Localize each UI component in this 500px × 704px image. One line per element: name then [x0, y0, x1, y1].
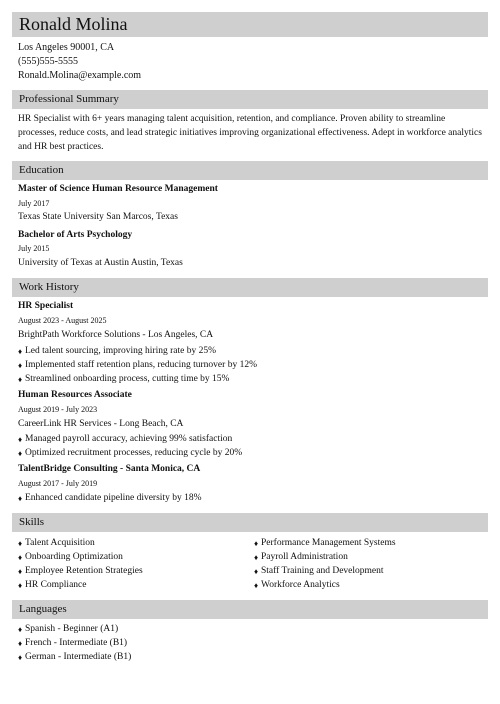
candidate-name: Ronald Molina: [19, 14, 128, 34]
languages-section-bar: [12, 600, 488, 619]
bullet-icon: ♦: [18, 625, 23, 634]
job-title: HR Specialist: [18, 301, 74, 311]
bullet-icon: ♦: [254, 581, 259, 590]
education-section-bar: [12, 161, 488, 180]
bullet-icon: ♦: [18, 639, 23, 648]
skills-section-bar: [12, 513, 488, 532]
work-heading: Work History: [19, 281, 79, 293]
bullet-icon: ♦: [18, 435, 23, 444]
education-degree: Bachelor of Arts Psychology: [18, 230, 133, 240]
summary-text: HR Specialist with 6+ years managing talent acquisition, retention, and compliance. Proven ability to streamline processes, reduce costs, and lead strategic initiatives improving organizational effectiveness. Adept in workforce analytics and HR best practices.: [18, 114, 482, 152]
bullet-icon: ♦: [18, 375, 23, 384]
bullet-icon: ♦: [18, 449, 23, 458]
job-dates: August 2023 - August 2025: [18, 316, 107, 325]
job-dates: August 2017 - July 2019: [18, 479, 98, 488]
education-date: July 2015: [18, 244, 50, 253]
bullet-icon: ♦: [254, 539, 259, 548]
education-school: Texas State University San Marcos, Texas: [18, 212, 178, 222]
bullet-icon: ♦: [254, 553, 259, 562]
bullet-icon: ♦: [254, 567, 259, 576]
bullet-icon: ♦: [18, 653, 23, 662]
resume-page: Ronald Molina Los Angeles 90001, CA (555)555-5555 Ronald.Molina@example.com Professional Summary HR Specialist with 6+ years managing talent acquisition, retention, and compliance. Proven ability to streamline processes, reduce costs, and lead strategic initiatives improving organizational effectiveness. Adept in workforce analytics and HR best practices. Education Master of Science Human Resource Management July 2017 Texas State University San Marcos, Texas Bachelor of Arts Psychology July 2015 University of Texas at Austin Austin, Texas Work History HR Specialist August 2023 - August 2025 BrightPath Workforce Solutions - Los Angeles, CA ♦ Led talent sourcing, improving hiring rate by 25% ♦ Implemented staff retention plans, reducing turnover by 12% ♦ Streamlined onboarding process, cutting time by 15% Human Resources Associate August 2019 - July 2023 CareerLink HR Services - Long Beach, CA ♦ Managed payroll accuracy, achieving 99% satisfaction ♦ Optimized recruitment processes, reducing cycle by 20% TalentBridge Consulting - Santa Monica, CA August 2017 - July 2019 ♦ Enhanced candidate pipeline diversity by 18% Skills ♦ Talent Acquisition ♦ Onboarding Optimization ♦ Employee Retention Strategies ♦ HR Compliance ♦ Performance Management Systems ♦ Payroll Administration ♦ Staff Training and Development ♦ Workforce Analytics Languages ♦ Spanish - Beginner (A1) ♦ French - Intermediate (B1) ♦ German - Intermediate (B1): [0, 0, 500, 704]
bullet-icon: ♦: [18, 581, 23, 590]
contact-address: Los Angeles 90001, CA: [18, 42, 115, 53]
job-company: CareerLink HR Services - Long Beach, CA: [18, 419, 184, 429]
languages-heading: Languages: [19, 603, 67, 615]
bullet-icon: ♦: [18, 553, 23, 562]
bullet-icon: ♦: [18, 361, 23, 370]
education-heading: Education: [19, 164, 64, 176]
job-title: TalentBridge Consulting - Santa Monica, CA: [18, 464, 201, 474]
work-section-bar: [12, 278, 488, 297]
job-title: Human Resources Associate: [18, 390, 132, 400]
education-school: University of Texas at Austin Austin, Texas: [18, 258, 183, 268]
skills-heading: Skills: [19, 516, 45, 528]
bullet-icon: ♦: [18, 494, 23, 503]
contact-email[interactable]: Ronald.Molina@example.com: [18, 70, 142, 81]
job-dates: August 2019 - July 2023: [18, 405, 98, 414]
contact-phone: (555)555-5555: [18, 56, 78, 67]
bullet-icon: ♦: [18, 567, 23, 576]
summary-heading: Professional Summary: [19, 93, 119, 105]
name-header-bar: [12, 12, 488, 37]
bullet-icon: ♦: [18, 539, 23, 548]
education-date: July 2017: [18, 199, 50, 208]
summary-section-bar: [12, 90, 488, 109]
education-degree: Master of Science Human Resource Management: [18, 184, 218, 194]
job-company: BrightPath Workforce Solutions - Los Angeles, CA: [18, 330, 214, 340]
bullet-icon: ♦: [18, 347, 23, 356]
